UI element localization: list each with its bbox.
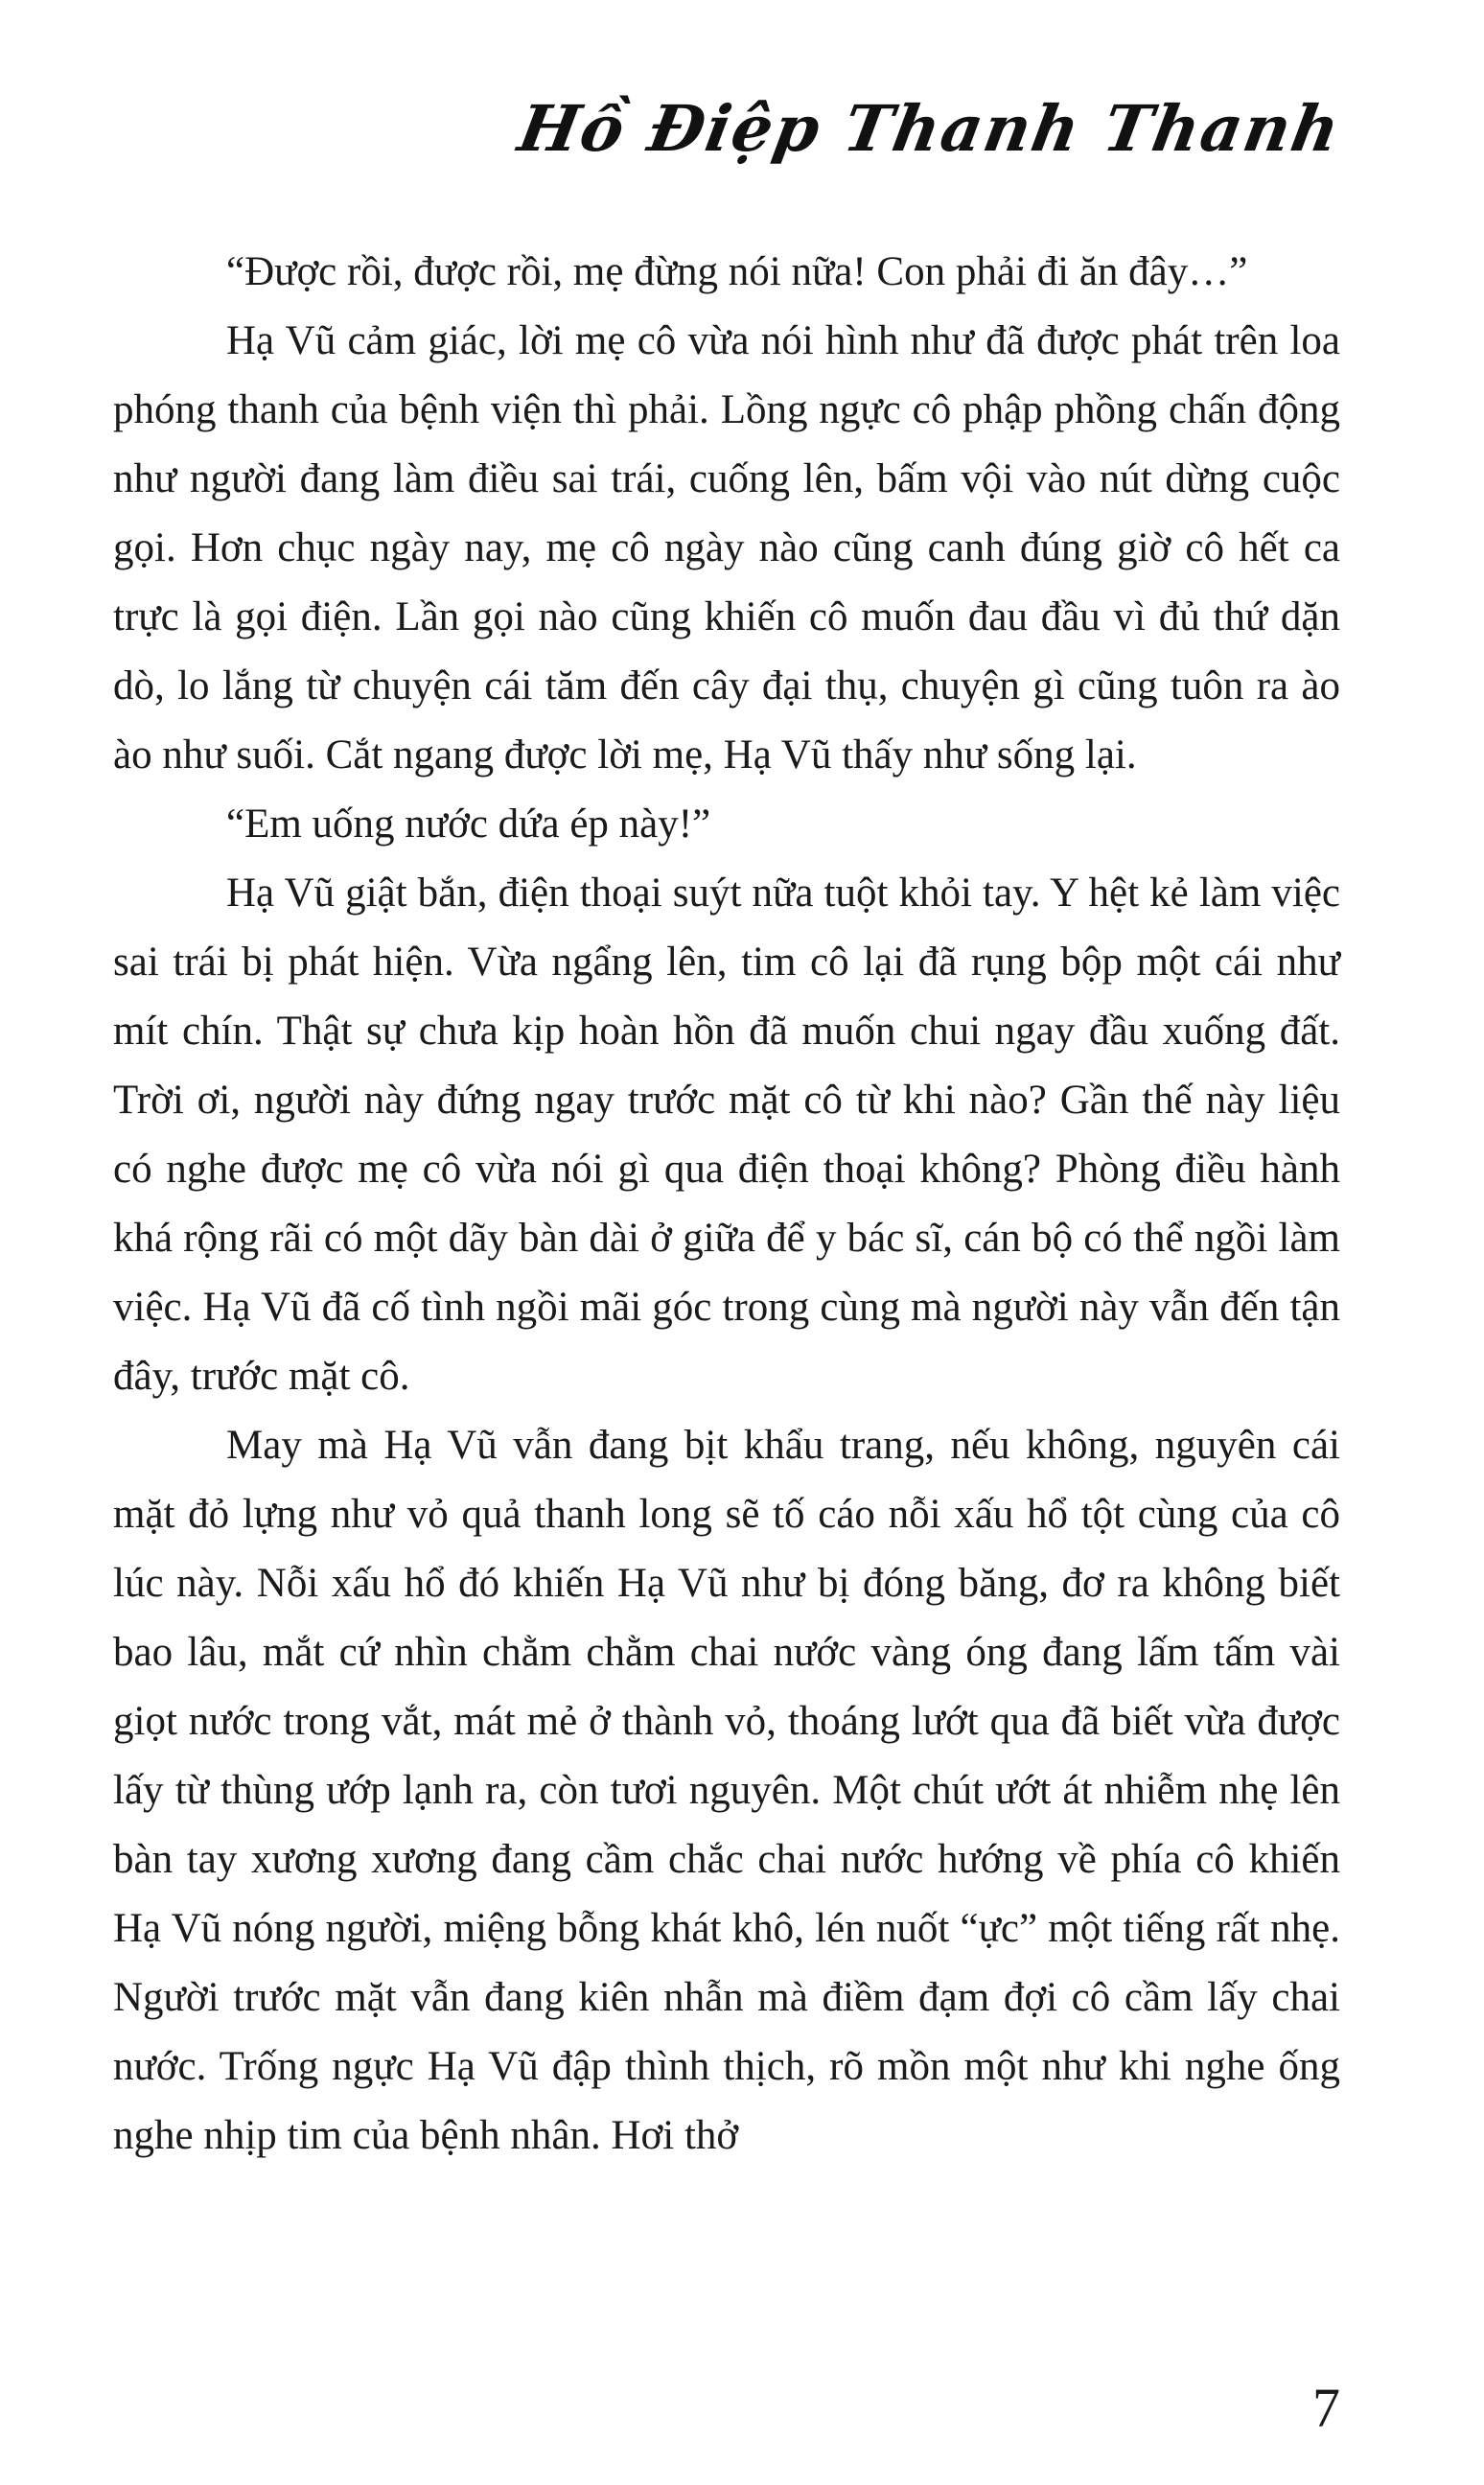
paragraph: “Được rồi, được rồi, mẹ đừng nói nữa! Con phải đi ăn đây…” — [226, 249, 1248, 294]
paragraph: “Em uống nước dứa ép này!” — [226, 801, 711, 847]
running-header-title: Hồ Điệp Thanh Thanh — [513, 91, 1347, 166]
paragraph: Hạ Vũ cảm giác, lời mẹ cô vừa nói hình như đã được phát trên loa phóng thanh của bệnh viện thì phải. Lồng ngực cô phập phồng chấn động như người đang làm điều sai trái, cuống lên, bấm vội vào nút dừng cuộc gọi. Hơn chục ngày nay, mẹ cô ngày nào cũng canh đúng giờ cô hết ca trực là gọi điện. Lần gọi nào cũng khiến cô muốn đau đầu vì đủ thứ dặn dò, lo lắng từ chuyện cái tăm đến cây đại thụ, chuyện gì cũng tuôn ra ào ào như suối. Cắt ngang được lời mẹ, Hạ Vũ thấy như sống lại. — [113, 318, 1340, 778]
body-text — [113, 238, 1340, 2171]
paragraph: May mà Hạ Vũ vẫn đang bịt khẩu trang, nếu không, nguyên cái mặt đỏ lựng như vỏ quả thanh long sẽ tố cáo nỗi xấu hổ tột cùng của cô lúc này. Nỗi xấu hổ đó khiến Hạ Vũ như bị đóng băng, đơ ra không biết bao lâu, mắt cứ nhìn chằm chằm chai nước vàng óng đang lấm tấm vài giọt nước trong vắt, mát mẻ ở thành vỏ, thoáng lướt qua đã biết vừa được lấy từ thùng ướp lạnh ra, còn tươi nguyên. Một chút ướt át nhiễm nhẹ lên bàn tay xương xương đang cầm chắc chai nước hướng về phía cô khiến Hạ Vũ nóng người, miệng bỗng khát khô, lén nuốt “ực” một tiếng rất nhẹ. Người trước mặt vẫn đang kiên nhẫn mà điềm đạm đợi cô cầm lấy chai nước. Trống ngực Hạ Vũ đập thình thịch, rõ mồn một như khi nghe ống nghe nhịp tim của bệnh nhân. Hơi thở — [113, 1423, 1340, 2158]
paragraph: Hạ Vũ giật bắn, điện thoại suýt nữa tuột khỏi tay. Y hệt kẻ làm việc sai trái bị phát hiện. Vừa ngẩng lên, tim cô lại đã rụng bộp một cái như mít chín. Thật sự chưa kịp hoàn hồn đã muốn chui ngay đầu xuống đất. Trời ơi, người này đứng ngay trước mặt cô từ khi nào? Gần thế này liệu có nghe được mẹ cô vừa nói gì qua điện thoại không? Phòng điều hành khá rộng rãi có một dãy bàn dài ở giữa để y bác sĩ, cán bộ có thể ngồi làm việc. Hạ Vũ đã cố tình ngồi mãi góc trong cùng mà người này vẫn đến tận đây, trước mặt cô. — [113, 871, 1340, 1399]
page-number: 7 — [1312, 2377, 1340, 2439]
